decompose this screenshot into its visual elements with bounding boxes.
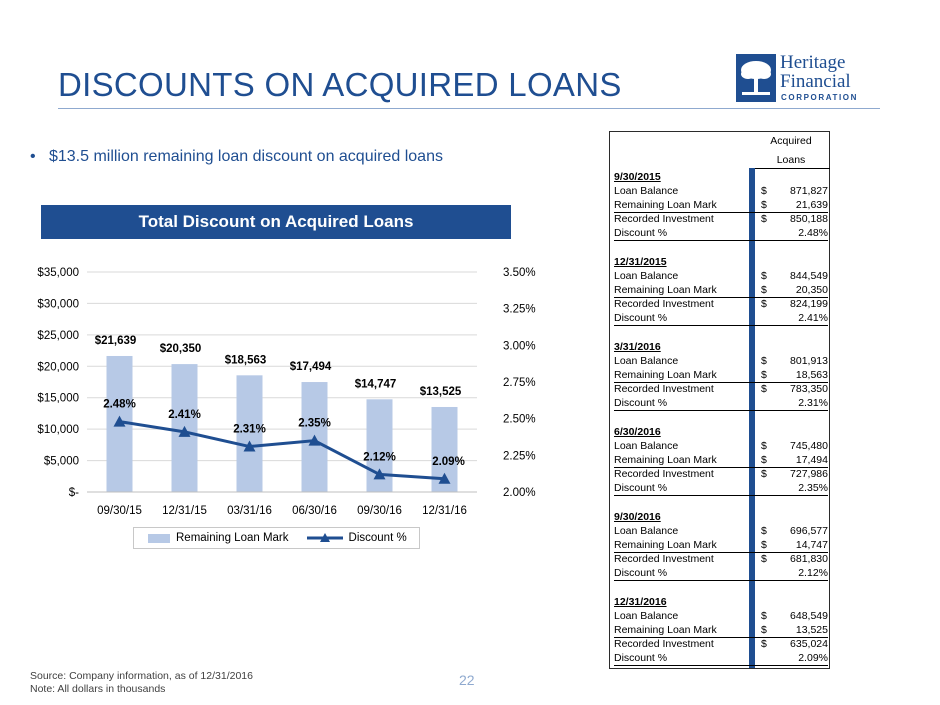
- table-period-date: [614, 340, 828, 354]
- row-value: 18,563: [795, 369, 828, 381]
- row-value: 14,747: [795, 539, 828, 551]
- row-value: 635,024: [790, 638, 828, 650]
- bar-data-label: $20,350: [159, 343, 202, 356]
- table-period-date: [614, 425, 828, 439]
- row-value: 871,827: [790, 185, 828, 197]
- row-value: 783,350: [790, 383, 828, 395]
- row-label: Recorded Investment: [614, 553, 714, 565]
- legend-swatch-bars: [148, 534, 170, 543]
- row-value: 696,577: [790, 525, 828, 537]
- period-date-label: 6/30/2016: [614, 426, 661, 438]
- row-label: Remaining Loan Mark: [614, 369, 717, 381]
- currency-symbol: $: [761, 624, 767, 636]
- table-row: [614, 623, 828, 638]
- row-label: Recorded Investment: [614, 298, 714, 310]
- y-right-tick-label: 2.50%: [503, 413, 536, 426]
- table-row: [614, 226, 828, 241]
- row-label: Loan Balance: [614, 355, 679, 367]
- row-value: 21,639: [795, 199, 828, 211]
- x-tick-label: 03/31/16: [227, 505, 272, 517]
- table-row: [614, 382, 828, 396]
- table-row: [614, 609, 828, 623]
- row-label: Loan Balance: [614, 270, 679, 282]
- logo-corporation: CORPORATION: [781, 93, 859, 102]
- discount-chart: [20, 255, 540, 555]
- bar-data-label: $18,563: [224, 354, 267, 367]
- table-row: [614, 524, 828, 538]
- bar-data-label: $21,639: [94, 334, 137, 347]
- row-value: 844,549: [790, 270, 828, 282]
- line-data-label: 2.09%: [432, 455, 465, 468]
- legend-label-bars: Remaining Loan Mark: [176, 532, 289, 544]
- table-header: [752, 132, 830, 169]
- row-label: Recorded Investment: [614, 213, 714, 225]
- y-left-tick-label: $-: [68, 487, 79, 499]
- currency-symbol: $: [761, 270, 767, 282]
- period-date-label: 12/31/2016: [614, 596, 667, 608]
- table-accent-bar: [749, 168, 755, 668]
- currency-symbol: $: [761, 525, 767, 537]
- currency-symbol: $: [761, 468, 767, 480]
- y-left-tick-label: $5,000: [43, 455, 79, 468]
- currency-symbol: $: [761, 369, 767, 381]
- bullet-marker: •: [30, 148, 36, 165]
- row-value: 850,188: [790, 213, 828, 225]
- row-label: Remaining Loan Mark: [614, 199, 717, 211]
- acquired-loans-table: [609, 131, 830, 669]
- bullet-text: $13.5 million remaining loan discount on acquired loans: [48, 148, 443, 165]
- table-row: [614, 467, 828, 481]
- x-tick-label: 09/30/15: [97, 505, 142, 517]
- footer-notes: [30, 670, 253, 696]
- table-row: [614, 311, 828, 326]
- x-tick-label: 12/31/16: [422, 505, 467, 517]
- y-right-tick-label: 2.75%: [503, 377, 536, 389]
- y-left-tick-label: $35,000: [37, 267, 79, 279]
- y-left-tick-label: $25,000: [37, 329, 79, 342]
- y-right-tick-label: 3.25%: [503, 303, 536, 316]
- row-label: Discount %: [614, 567, 668, 579]
- chart-title: Total Discount on Acquired Loans: [41, 205, 511, 239]
- line-data-label: 2.41%: [168, 408, 201, 421]
- row-value: 2.41%: [798, 312, 828, 324]
- y-left-tick-label: $15,000: [37, 392, 79, 405]
- currency-symbol: $: [761, 610, 767, 622]
- period-date-label: 9/30/2016: [614, 511, 661, 523]
- row-value: 2.48%: [798, 227, 828, 239]
- table-row: [614, 283, 828, 298]
- currency-symbol: $: [761, 284, 767, 296]
- chart-legend: [133, 527, 420, 549]
- table-row: [614, 368, 828, 383]
- row-label: Discount %: [614, 397, 668, 409]
- row-value: 2.12%: [798, 567, 828, 579]
- legend-item-line: [307, 532, 407, 544]
- currency-symbol: $: [761, 298, 767, 310]
- row-value: 2.31%: [798, 397, 828, 409]
- row-label: Discount %: [614, 227, 668, 239]
- row-value: 745,480: [790, 440, 828, 452]
- row-value: 824,199: [790, 298, 828, 310]
- row-label: Discount %: [614, 482, 668, 494]
- row-value: 20,350: [795, 284, 828, 296]
- logo-financial: Financial: [780, 71, 851, 92]
- bar-data-label: $17,494: [289, 361, 332, 374]
- table-period-date: [614, 255, 828, 269]
- title-divider: [58, 108, 880, 109]
- row-value: 17,494: [795, 454, 828, 466]
- table-row: [614, 651, 828, 666]
- table-row: [614, 396, 828, 411]
- currency-symbol: $: [761, 383, 767, 395]
- legend-item-bars: [148, 532, 289, 544]
- legend-label-line: Discount %: [348, 532, 407, 544]
- row-label: Remaining Loan Mark: [614, 284, 717, 296]
- table-period-date: [614, 595, 828, 609]
- x-tick-label: 09/30/16: [357, 505, 402, 517]
- table-row: [614, 481, 828, 496]
- y-right-tick-label: 2.25%: [503, 450, 536, 463]
- table-period-date: [614, 170, 828, 184]
- row-label: Loan Balance: [614, 185, 679, 197]
- row-label: Remaining Loan Mark: [614, 624, 717, 636]
- y-left-tick-label: $10,000: [37, 424, 79, 437]
- page-title: DISCOUNTS ON ACQUIRED LOANS: [58, 66, 622, 103]
- table-row: [614, 184, 828, 198]
- bar-data-label: $14,747: [354, 378, 397, 391]
- row-label: Recorded Investment: [614, 638, 714, 650]
- row-value: 727,986: [790, 468, 828, 480]
- chart-svg: [20, 255, 540, 555]
- row-value: 13,525: [795, 624, 828, 636]
- table-row: [614, 439, 828, 453]
- y-right-tick-label: 3.00%: [503, 340, 536, 353]
- legend-swatch-line: [307, 532, 343, 544]
- x-tick-label: 06/30/16: [292, 505, 337, 517]
- row-label: Remaining Loan Mark: [614, 454, 717, 466]
- table-row: [614, 566, 828, 581]
- x-tick-label: 12/31/15: [162, 505, 207, 517]
- table-row: [614, 552, 828, 566]
- company-logo: [736, 52, 886, 104]
- discount-line: [120, 422, 445, 479]
- footer-note: Note: All dollars in thousands: [30, 683, 166, 695]
- bullet-point: [30, 148, 443, 166]
- table-header-line1: Acquired: [770, 135, 812, 147]
- row-label: Loan Balance: [614, 525, 679, 537]
- row-value: 2.35%: [798, 482, 828, 494]
- currency-symbol: $: [761, 199, 767, 211]
- bar-data-label: $13,525: [419, 385, 462, 398]
- currency-symbol: $: [761, 553, 767, 565]
- line-data-label: 2.48%: [103, 398, 136, 411]
- y-left-tick-label: $20,000: [37, 361, 79, 374]
- currency-symbol: $: [761, 454, 767, 466]
- row-label: Discount %: [614, 652, 668, 664]
- row-label: Recorded Investment: [614, 383, 714, 395]
- tree-icon: [736, 54, 776, 102]
- currency-symbol: $: [761, 440, 767, 452]
- table-row: [614, 212, 828, 226]
- row-value: 681,830: [790, 553, 828, 565]
- page-number: 22: [459, 672, 475, 688]
- period-date-label: 12/31/2015: [614, 256, 667, 268]
- table-row: [614, 354, 828, 368]
- y-right-tick-label: 2.00%: [503, 487, 536, 499]
- row-value: 2.09%: [798, 652, 828, 664]
- footer-source: Source: Company information, as of 12/31/2016: [30, 670, 253, 682]
- row-value: 801,913: [790, 355, 828, 367]
- period-date-label: 3/31/2016: [614, 341, 661, 353]
- table-row: [614, 538, 828, 553]
- currency-symbol: $: [761, 539, 767, 551]
- line-data-label: 2.12%: [363, 451, 396, 464]
- currency-symbol: $: [761, 185, 767, 197]
- currency-symbol: $: [761, 355, 767, 367]
- line-data-label: 2.35%: [298, 417, 331, 430]
- table-row: [614, 269, 828, 283]
- row-label: Remaining Loan Mark: [614, 539, 717, 551]
- row-label: Discount %: [614, 312, 668, 324]
- y-right-tick-label: 3.50%: [503, 267, 536, 279]
- table-period-date: [614, 510, 828, 524]
- row-label: Recorded Investment: [614, 468, 714, 480]
- period-date-label: 9/30/2015: [614, 171, 661, 183]
- row-label: Loan Balance: [614, 440, 679, 452]
- table-row: [614, 637, 828, 651]
- logo-heritage: Heritage: [780, 52, 846, 73]
- currency-symbol: $: [761, 213, 767, 225]
- table-header-line2: Loans: [752, 154, 830, 169]
- table-row: [614, 297, 828, 311]
- table-row: [614, 453, 828, 468]
- row-label: Loan Balance: [614, 610, 679, 622]
- line-data-label: 2.31%: [233, 423, 266, 436]
- y-left-tick-label: $30,000: [37, 298, 79, 311]
- table-row: [614, 198, 828, 213]
- row-value: 648,549: [790, 610, 828, 622]
- currency-symbol: $: [761, 638, 767, 650]
